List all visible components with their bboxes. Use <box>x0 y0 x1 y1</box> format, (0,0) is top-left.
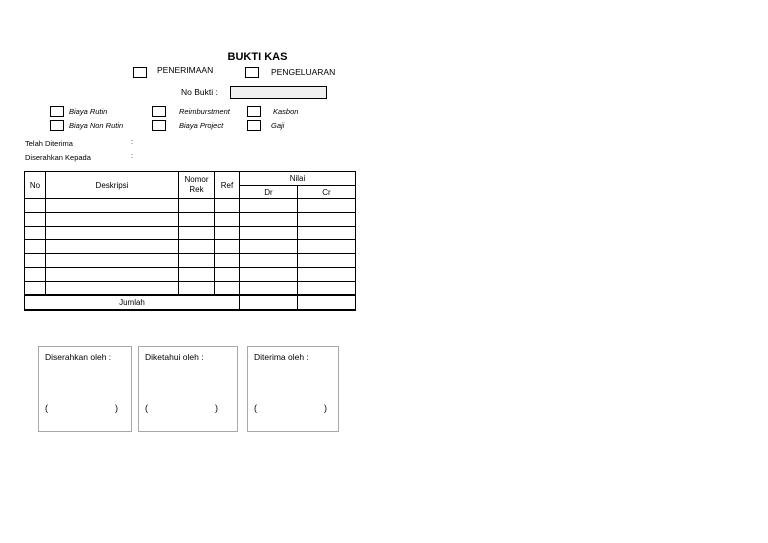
table-row <box>25 240 356 254</box>
cell-cr[interactable] <box>298 254 356 268</box>
table-row <box>25 281 356 295</box>
biaya-non-rutin-label: Biaya Non Rutin <box>69 121 124 130</box>
cell-nomor-rek[interactable] <box>179 199 215 213</box>
header-dr: Dr <box>240 185 298 199</box>
reimburstment-label: Reimburstment <box>179 107 230 116</box>
cell-nomor-rek[interactable] <box>179 281 215 295</box>
no-bukti-label: No Bukti : <box>181 87 218 97</box>
signature-title: Diserahkan oleh : <box>45 352 112 362</box>
table-row <box>25 254 356 268</box>
biaya-rutin-checkbox[interactable] <box>50 106 64 117</box>
transaction-table <box>24 171 356 311</box>
signature-open-paren: ( <box>45 403 48 413</box>
cell-no[interactable] <box>25 213 46 227</box>
cell-deskripsi[interactable] <box>46 199 179 213</box>
cell-ref[interactable] <box>215 254 240 268</box>
table-row <box>25 199 356 213</box>
kasbon-label: Kasbon <box>273 107 299 116</box>
reimburstment-checkbox[interactable] <box>152 106 166 117</box>
cell-ref[interactable] <box>215 199 240 213</box>
cell-ref[interactable] <box>215 213 240 227</box>
signature-box-diketahui[interactable] <box>138 346 238 432</box>
diserahkan-kepada-label: Diserahkan Kepada <box>25 153 91 162</box>
signature-box-diserahkan[interactable] <box>38 346 132 432</box>
cell-no[interactable] <box>25 281 46 295</box>
cell-dr[interactable] <box>240 199 298 213</box>
cell-cr[interactable] <box>298 267 356 281</box>
cell-dr[interactable] <box>240 281 298 295</box>
cell-ref[interactable] <box>215 240 240 254</box>
header-nilai: Nilai <box>240 172 356 186</box>
document-title: BUKTI KAS <box>227 51 288 63</box>
cell-deskripsi[interactable] <box>46 226 179 240</box>
cell-nomor-rek[interactable] <box>179 267 215 281</box>
cell-ref[interactable] <box>215 226 240 240</box>
header-nomor-rek: Nomor Rek <box>179 172 215 199</box>
cell-cr[interactable] <box>298 199 356 213</box>
cell-cr[interactable] <box>298 240 356 254</box>
signature-title: Diterima oleh : <box>254 352 309 362</box>
biaya-project-checkbox[interactable] <box>152 120 166 131</box>
header-deskripsi: Deskripsi <box>46 172 179 199</box>
total-cr[interactable] <box>298 295 356 310</box>
cell-dr[interactable] <box>240 267 298 281</box>
cell-no[interactable] <box>25 267 46 281</box>
table-row <box>25 267 356 281</box>
biaya-rutin-label: Biaya Rutin <box>69 107 108 116</box>
biaya-project-label: Biaya Project <box>179 121 224 130</box>
total-dr[interactable] <box>240 295 298 310</box>
cell-dr[interactable] <box>240 254 298 268</box>
biaya-non-rutin-checkbox[interactable] <box>50 120 64 131</box>
telah-diterima-colon: : <box>131 137 134 146</box>
cell-cr[interactable] <box>298 213 356 227</box>
pengeluaran-label: PENGELUARAN <box>271 67 336 77</box>
signature-open-paren: ( <box>254 403 257 413</box>
cell-nomor-rek[interactable] <box>179 213 215 227</box>
gaji-checkbox[interactable] <box>247 120 261 131</box>
cell-dr[interactable] <box>240 213 298 227</box>
cell-ref[interactable] <box>215 267 240 281</box>
cell-deskripsi[interactable] <box>46 240 179 254</box>
cell-ref[interactable] <box>215 281 240 295</box>
cell-nomor-rek[interactable] <box>179 254 215 268</box>
gaji-label: Gaji <box>271 121 285 130</box>
cell-deskripsi[interactable] <box>46 213 179 227</box>
telah-diterima-label: Telah Diterima <box>25 139 73 148</box>
header-no: No <box>25 172 46 199</box>
cell-dr[interactable] <box>240 240 298 254</box>
cell-deskripsi[interactable] <box>46 267 179 281</box>
header-ref: Ref <box>215 172 240 199</box>
pengeluaran-checkbox[interactable] <box>245 67 259 78</box>
table-row <box>25 226 356 240</box>
cell-no[interactable] <box>25 240 46 254</box>
no-bukti-input[interactable] <box>230 86 327 99</box>
signature-close-paren: ) <box>115 403 118 413</box>
header-cr: Cr <box>298 185 356 199</box>
table-row <box>25 213 356 227</box>
cell-cr[interactable] <box>298 226 356 240</box>
penerimaan-label: PENERIMAAN <box>157 65 214 75</box>
cell-nomor-rek[interactable] <box>179 240 215 254</box>
diserahkan-kepada-colon: : <box>131 151 134 160</box>
cell-no[interactable] <box>25 199 46 213</box>
cell-nomor-rek[interactable] <box>179 226 215 240</box>
total-row <box>25 295 356 310</box>
cell-deskripsi[interactable] <box>46 254 179 268</box>
cell-dr[interactable] <box>240 226 298 240</box>
jumlah-label: Jumlah <box>25 295 240 310</box>
cell-cr[interactable] <box>298 281 356 295</box>
signature-title: Diketahui oleh : <box>145 352 204 362</box>
penerimaan-checkbox[interactable] <box>133 67 147 78</box>
signature-close-paren: ) <box>215 403 218 413</box>
cell-no[interactable] <box>25 226 46 240</box>
signature-close-paren: ) <box>324 403 327 413</box>
cell-deskripsi[interactable] <box>46 281 179 295</box>
cell-no[interactable] <box>25 254 46 268</box>
signature-box-diterima[interactable] <box>247 346 339 432</box>
kasbon-checkbox[interactable] <box>247 106 261 117</box>
signature-open-paren: ( <box>145 403 148 413</box>
